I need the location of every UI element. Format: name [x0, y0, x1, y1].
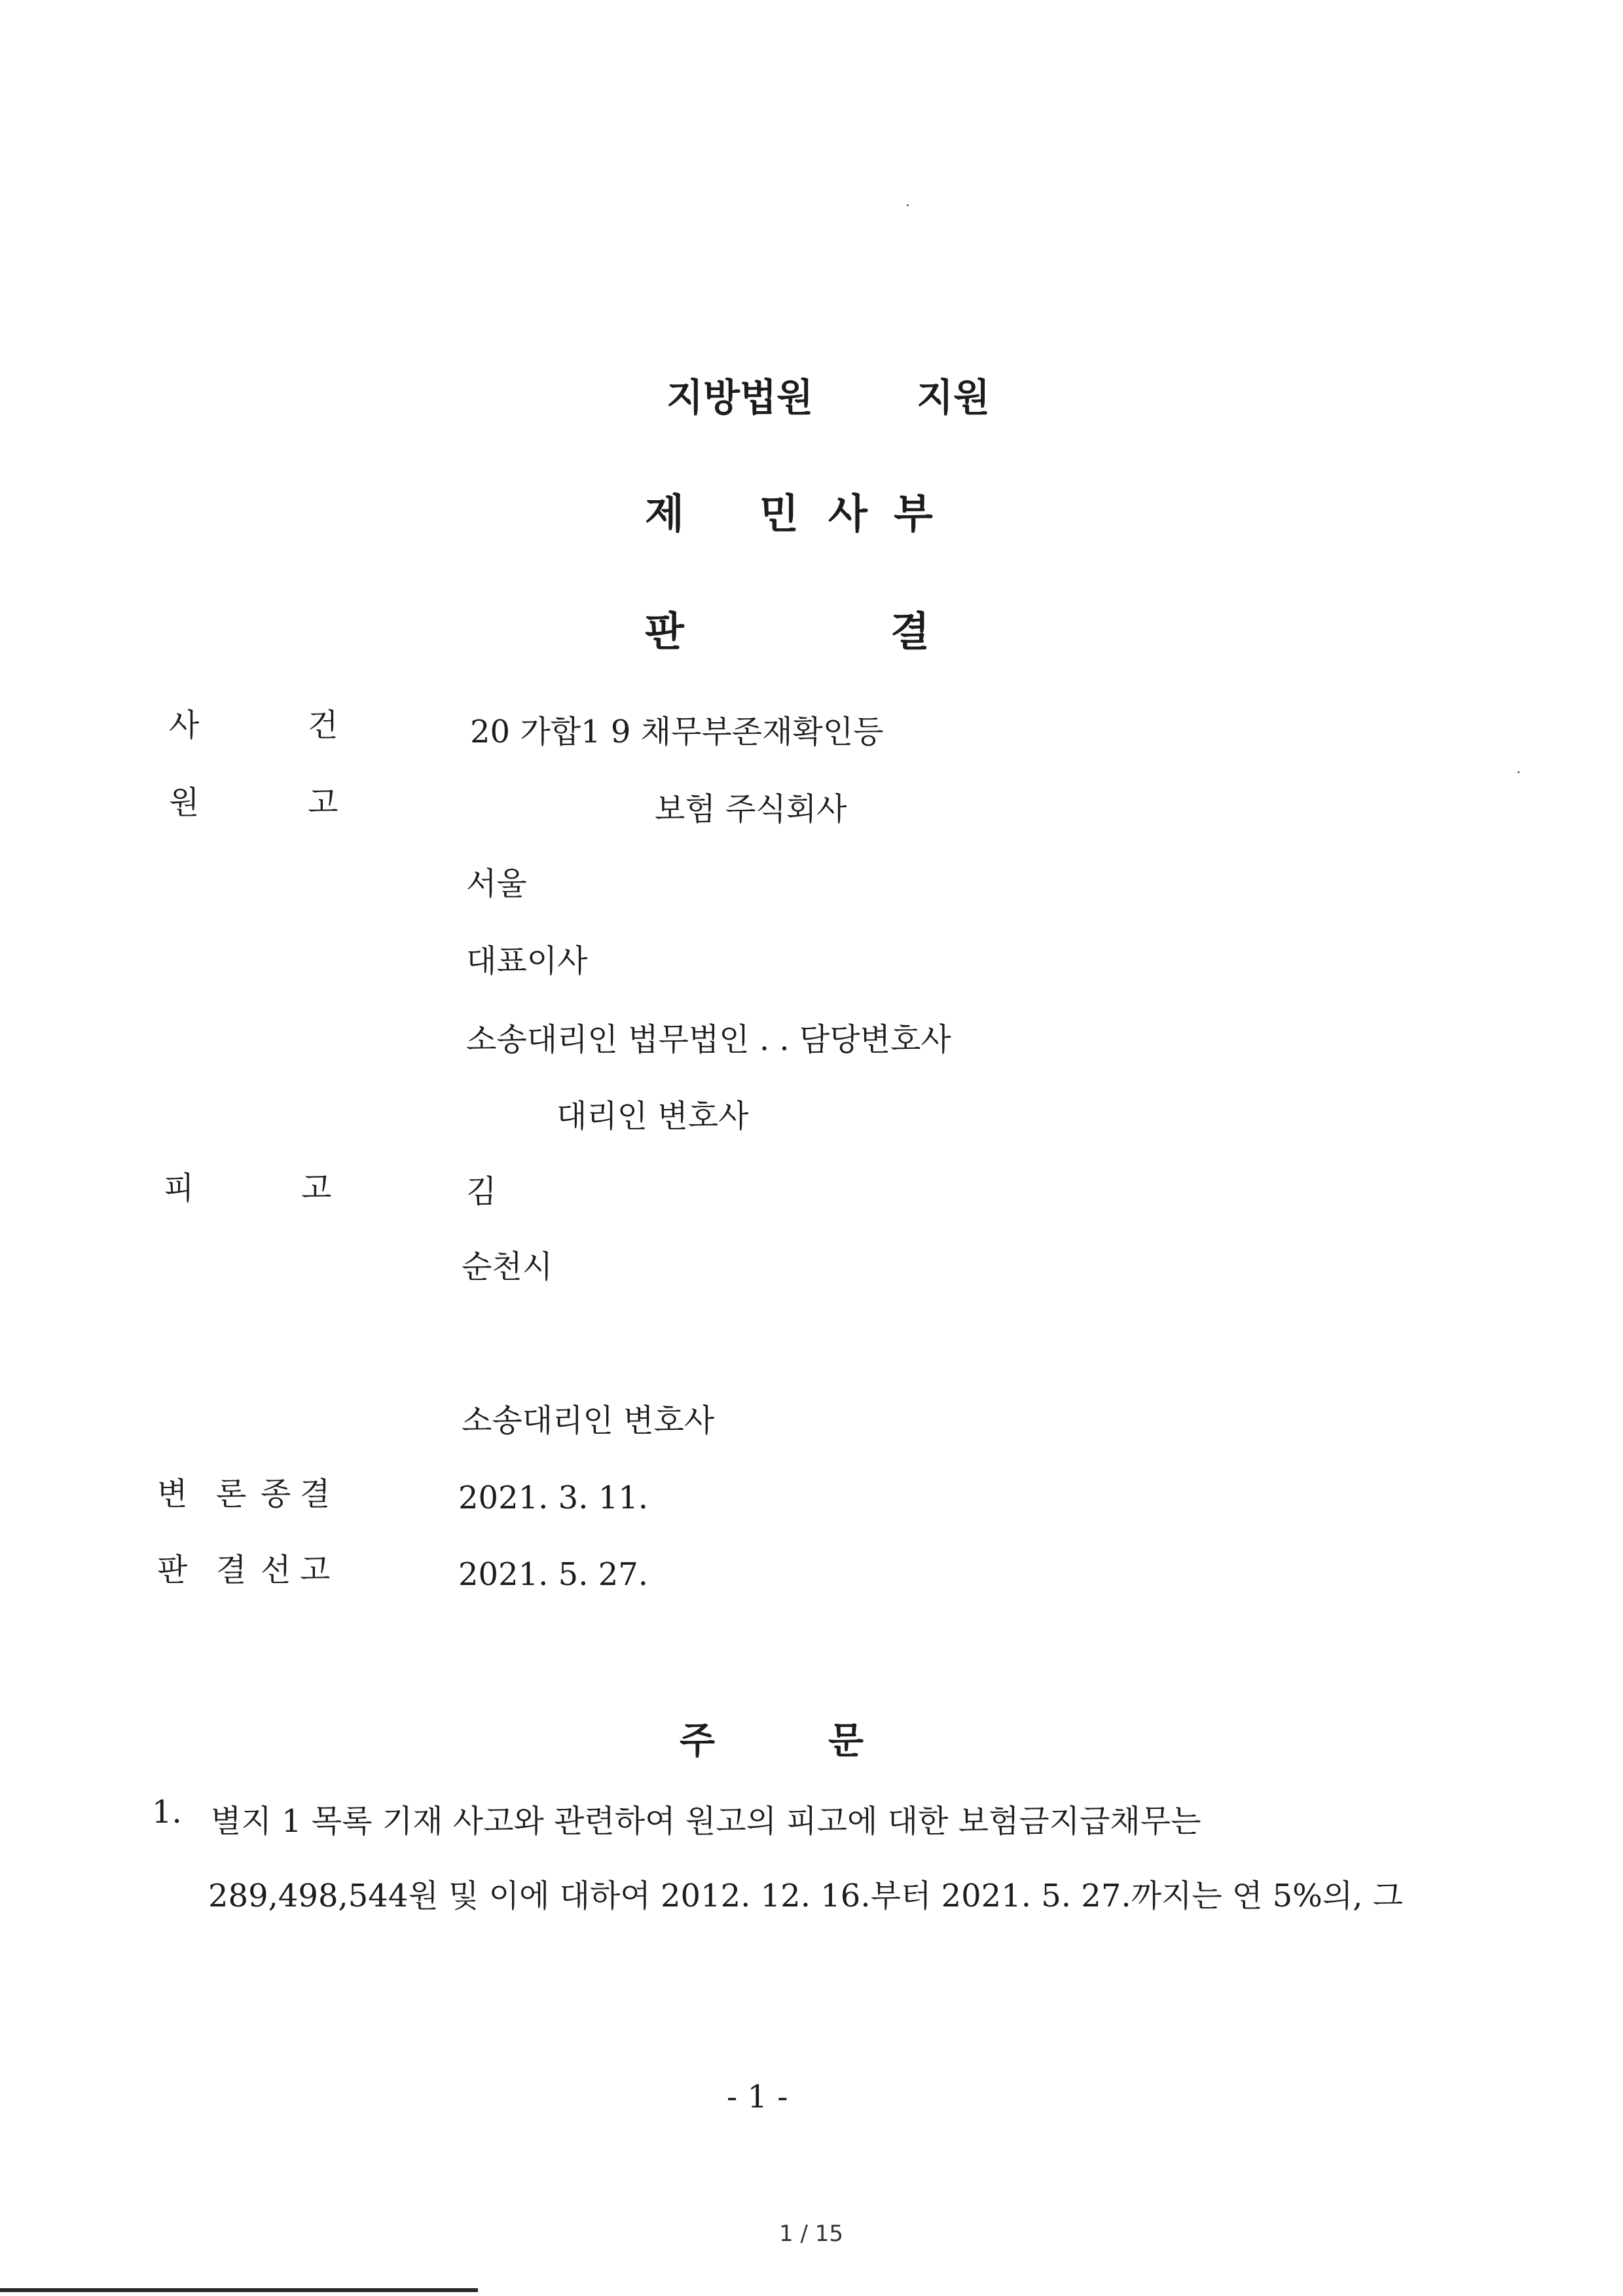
defendant-address: 순천시 — [462, 1248, 553, 1285]
order-title-char-1: 주 — [680, 1720, 716, 1762]
page-counter: 1 / 15 — [779, 2221, 843, 2247]
plaintiff-attorney: 소송대리인 법무법인 . . 담당변호사 — [466, 1021, 951, 1058]
verdict-label-char-1: 판 — [157, 1552, 188, 1588]
closing-label-char-2: 론 — [216, 1476, 247, 1512]
dept-char-3: 사 — [828, 490, 867, 538]
verdict-label-char-2: 결 — [216, 1552, 247, 1588]
verdict-label-char-4: 고 — [300, 1552, 331, 1588]
order-item-line-1: 별지 1 목록 기재 사고와 관련하여 원고의 피고에 대한 보험금지급채무는 — [211, 1803, 1201, 1840]
verdict-label-char-3: 선 — [261, 1552, 291, 1588]
closing-label-char-1: 변 — [157, 1476, 188, 1512]
order-title-char-2: 문 — [828, 1720, 864, 1762]
dept-char-1: 제 — [645, 490, 684, 538]
defendant-label-char-2: 고 — [301, 1170, 332, 1207]
scan-speck — [907, 204, 909, 206]
closing-label-char-4: 결 — [300, 1476, 331, 1512]
closing-date: 2021. 3. 11. — [458, 1480, 649, 1516]
case-number: 20 가합1 9 채무부존재확인등 — [470, 714, 884, 750]
order-item-number: 1. — [152, 1794, 182, 1831]
plaintiff-label-char-2: 고 — [308, 784, 338, 821]
page-number: - 1 - — [727, 2079, 788, 2115]
scan-speck — [1518, 771, 1520, 773]
judgment-title-char-2: 결 — [890, 608, 930, 655]
plaintiff-name: 보험 주식회사 — [655, 791, 847, 828]
plaintiff-attorney-2: 대리인 변호사 — [556, 1098, 749, 1135]
plaintiff-representative: 대표이사 — [466, 943, 588, 979]
defendant-label-char-1: 피 — [164, 1170, 194, 1207]
scan-edge-line — [0, 2288, 478, 2292]
case-label-char-2: 건 — [308, 707, 338, 744]
plaintiff-label-char-1: 원 — [169, 784, 200, 821]
judgment-title-char-1: 판 — [645, 608, 684, 655]
court-name: 지방법원 — [666, 375, 814, 420]
closing-label-char-3: 종 — [261, 1476, 291, 1512]
defendant-attorney: 소송대리인 변호사 — [462, 1402, 715, 1439]
dept-char-4: 부 — [894, 490, 933, 538]
case-label-char-1: 사 — [169, 707, 200, 744]
dept-char-2: 민 — [759, 490, 799, 538]
order-item-line-2: 289,498,544원 및 이에 대하여 2012. 12. 16.부터 2021. 5. 27.까지는 연 5%의, 그 — [208, 1878, 1404, 1914]
verdict-date: 2021. 5. 27. — [458, 1556, 649, 1593]
defendant-name: 김 — [466, 1173, 497, 1210]
court-branch: 지원 — [917, 375, 991, 420]
plaintiff-address: 서울 — [466, 866, 527, 902]
